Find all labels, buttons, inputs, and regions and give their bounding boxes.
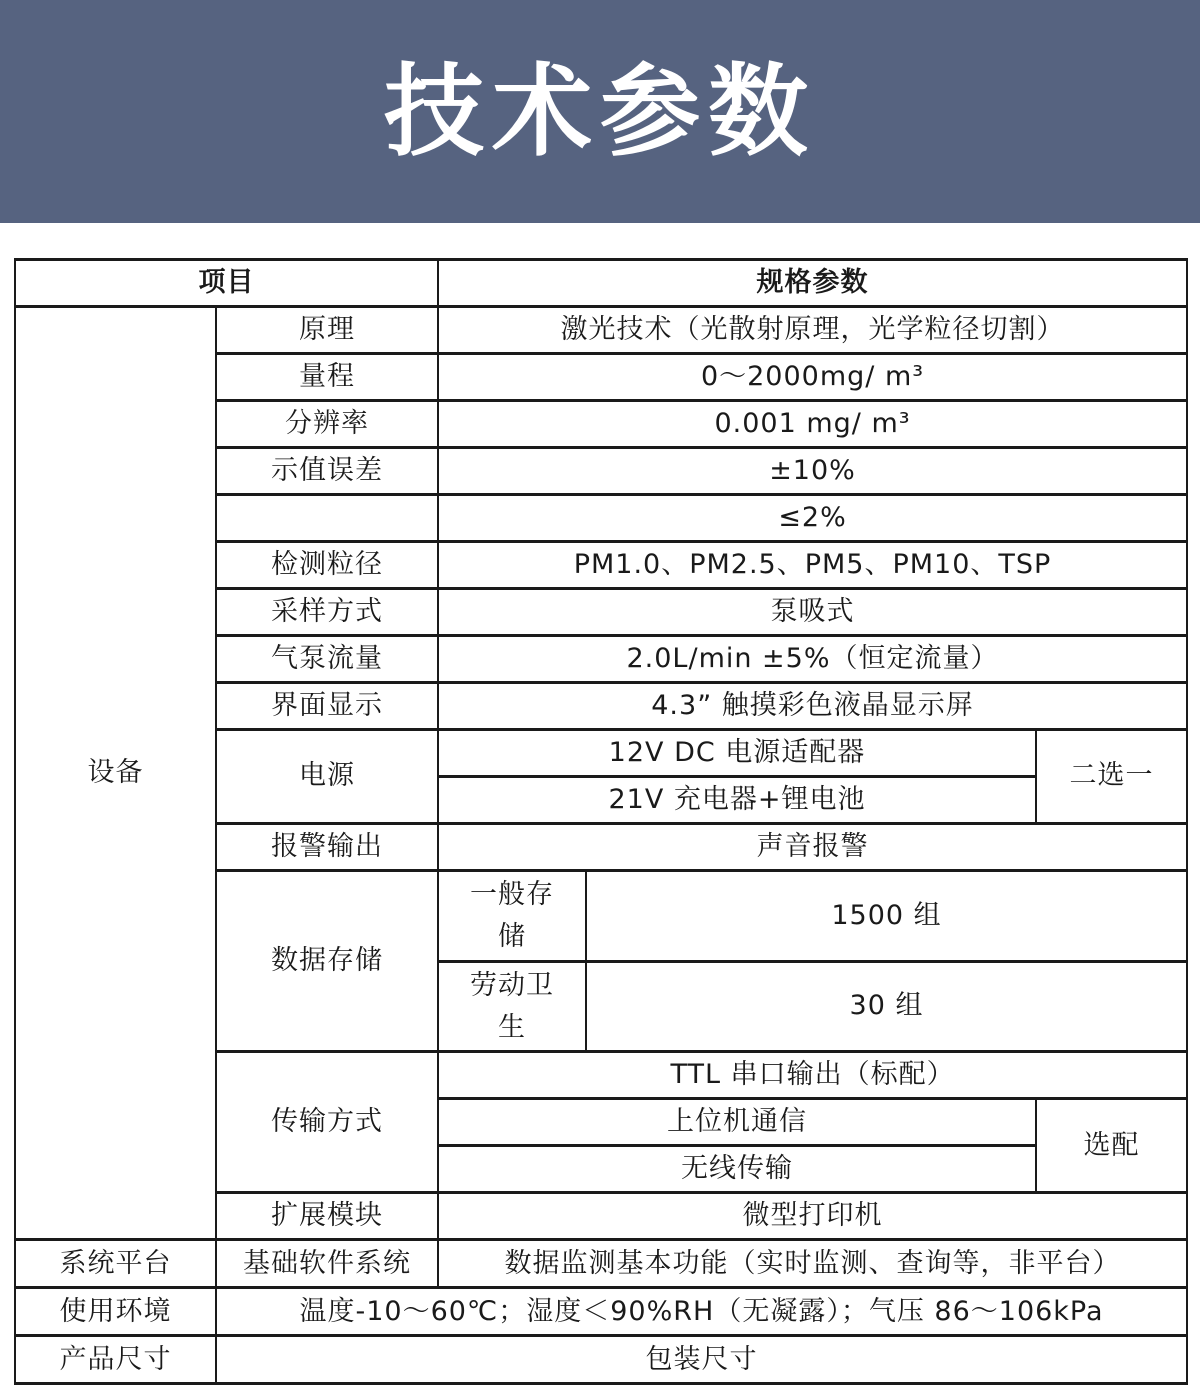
range-label: 量程 — [216, 354, 438, 401]
range-value: 0～2000mg/ m³ — [438, 354, 1187, 401]
storage-general-name — [438, 871, 586, 962]
power-note: 二选一 — [1036, 730, 1187, 824]
resolution-value: 0.001 mg/ m³ — [438, 401, 1187, 448]
repeatability-label — [216, 495, 438, 542]
indication-error-label: 示值误差 — [216, 448, 438, 495]
power-label: 电源 — [216, 730, 438, 824]
transmission-label: 传输方式 — [216, 1052, 438, 1193]
row-platform — [15, 1240, 1187, 1288]
header-spec: 规格参数 — [438, 260, 1187, 307]
display-value: 4.3” 触摸彩色液晶显示屏 — [438, 683, 1187, 730]
environment-value: 温度-10～60℃；湿度＜90%RH（无凝露）；气压 86～106kPa — [216, 1288, 1187, 1336]
particle-size-value: PM1.0、PM2.5、PM5、PM10、TSP — [438, 542, 1187, 589]
pump-flow-value: 2.0L/min ±5%（恒定流量） — [438, 636, 1187, 683]
table-header-row — [15, 260, 1187, 307]
sampling-value: 泵吸式 — [438, 589, 1187, 636]
row-dimensions — [15, 1336, 1187, 1384]
alarm-label: 报警输出 — [216, 824, 438, 871]
storage-label: 数据存储 — [216, 871, 438, 1052]
row-principle — [15, 307, 1187, 354]
spec-table — [14, 258, 1188, 1385]
transmission-optional-1: 上位机通信 — [438, 1099, 1036, 1146]
row-environment — [15, 1288, 1187, 1336]
particle-size-label: 检测粒径 — [216, 542, 438, 589]
transmission-note: 选配 — [1036, 1099, 1187, 1193]
header-banner — [0, 0, 1200, 223]
pump-flow-label: 气泵流量 — [216, 636, 438, 683]
power-option-1: 12V DC 电源适配器 — [438, 730, 1036, 777]
transmission-standard-value: TTL 串口输出（标配） — [438, 1052, 1187, 1099]
resolution-label: 分辨率 — [216, 401, 438, 448]
indication-error-value: ±10% — [438, 448, 1187, 495]
dimensions-label: 产品尺寸 — [15, 1336, 216, 1384]
sampling-label: 采样方式 — [216, 589, 438, 636]
header-item: 项目 — [15, 260, 438, 307]
platform-value: 数据监测基本功能（实时监测、查询等，非平台） — [438, 1240, 1187, 1288]
device-group-label: 设备 — [15, 307, 216, 1240]
environment-label: 使用环境 — [15, 1288, 216, 1336]
storage-hygiene-name-text: 劳动卫生 — [469, 969, 554, 1043]
display-label: 界面显示 — [216, 683, 438, 730]
storage-hygiene-value: 30 组 — [586, 961, 1187, 1052]
expansion-label: 扩展模块 — [216, 1193, 438, 1240]
storage-general-value: 1500 组 — [586, 871, 1187, 962]
page-title: 技术参数 — [384, 52, 816, 170]
principle-label: 原理 — [216, 307, 438, 354]
transmission-optional-2: 无线传输 — [438, 1146, 1036, 1193]
dimensions-value: 包装尺寸 — [216, 1336, 1187, 1384]
platform-sub-label: 基础软件系统 — [216, 1240, 438, 1288]
storage-general-name-text: 一般存储 — [469, 879, 554, 952]
repeatability-value: ≤2% — [438, 495, 1187, 542]
platform-label: 系统平台 — [15, 1240, 216, 1288]
storage-hygiene-name — [438, 961, 586, 1052]
principle-value: 激光技术（光散射原理，光学粒径切割） — [438, 307, 1187, 354]
alarm-value: 声音报警 — [438, 824, 1187, 871]
expansion-value: 微型打印机 — [438, 1193, 1187, 1240]
power-option-2: 21V 充电器+锂电池 — [438, 777, 1036, 824]
